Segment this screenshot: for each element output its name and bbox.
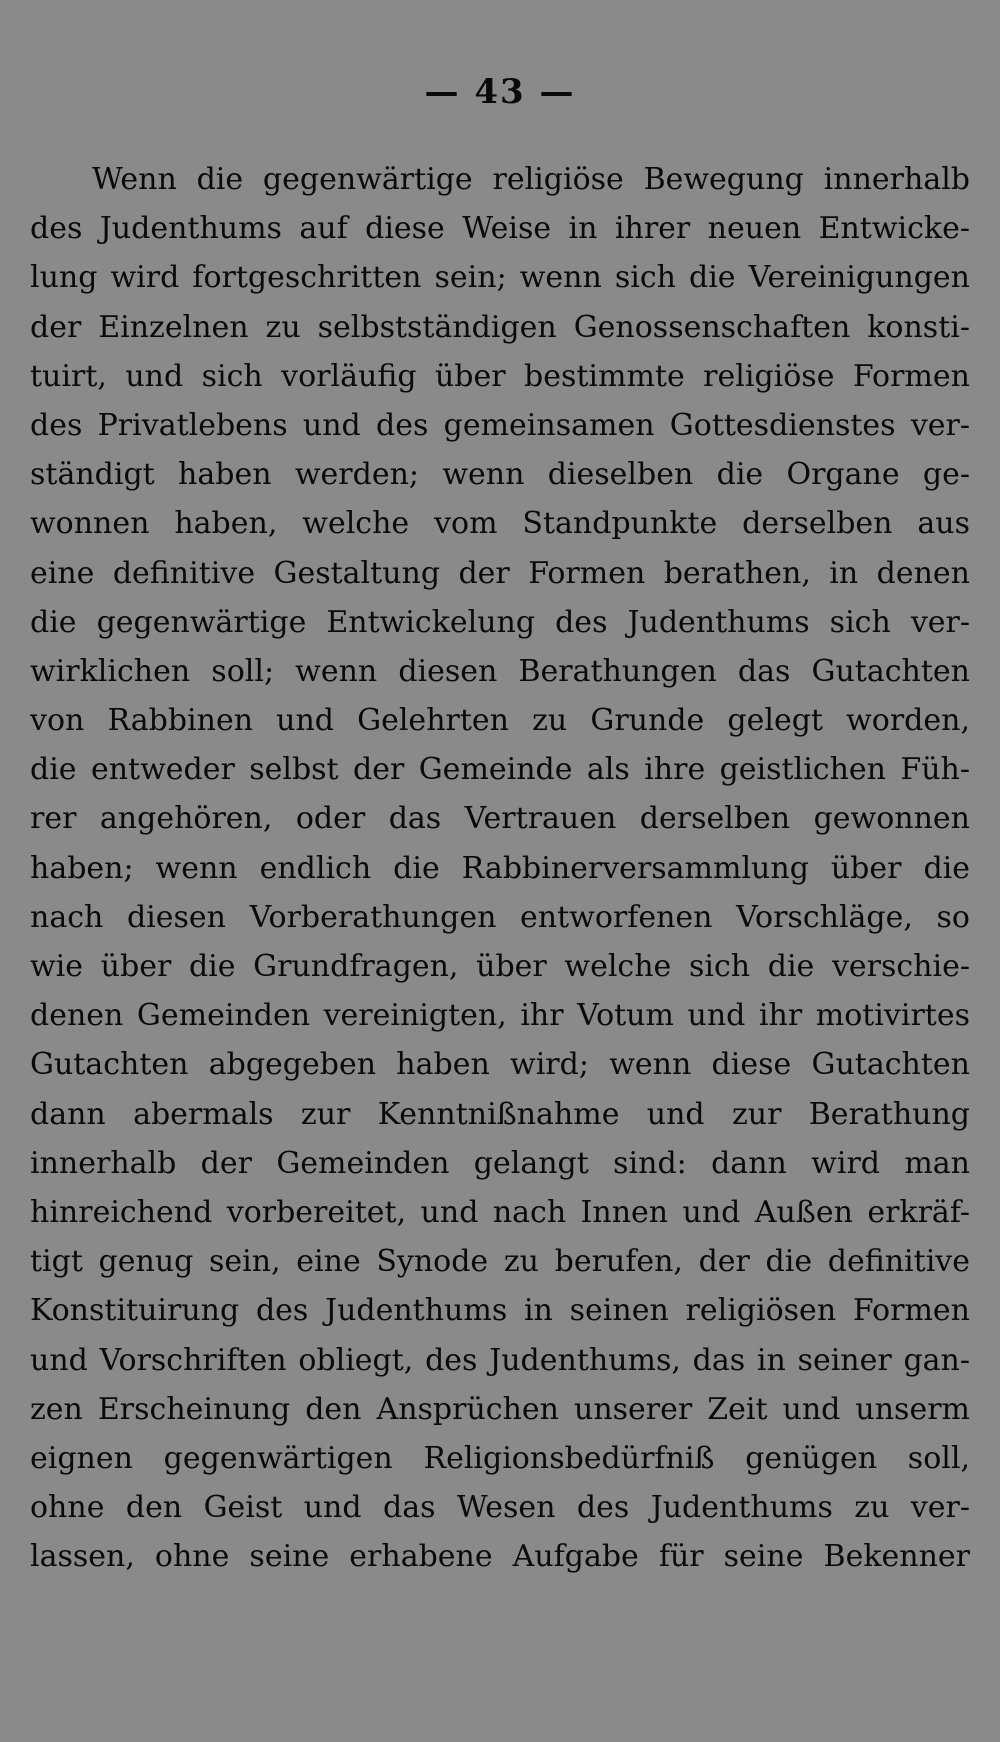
text-line: hinreichend vorbereitet, und nach Innen und Außen erkräf- [30, 1194, 970, 1230]
text-line: Gutachten abgegeben haben wird; wenn diese Gutachten [30, 1047, 970, 1083]
text-line: des Privatlebens und des gemeinsamen Gottesdienstes ver- [30, 407, 970, 443]
body-text [30, 155, 970, 1581]
text-line: haben; wenn endlich die Rabbinerversammlung über die [30, 850, 970, 886]
text-line: Konstituirung des Judenthums in seinen religiösen Formen [30, 1293, 970, 1329]
text-line: tuirt, und sich vorläufig über bestimmte religiöse Formen [30, 358, 970, 394]
text-line: rer angehören, oder das Vertrauen derselben gewonnen [30, 801, 970, 837]
text-line: von Rabbinen und Gelehrten zu Grunde gelegt worden, [30, 703, 970, 739]
text-line: die entweder selbst der Gemeinde als ihre geistlichen Füh- [30, 752, 970, 788]
text-line: und Vorschriften obliegt, des Judenthums, das in seiner gan- [30, 1342, 970, 1378]
text-line: wirklichen soll; wenn diesen Berathungen das Gutachten [30, 653, 970, 689]
text-line: eine definitive Gestaltung der Formen berathen, in denen [30, 555, 970, 591]
text-line: wonnen haben, welche vom Standpunkte derselben aus [30, 506, 970, 542]
text-line: ohne den Geist und das Wesen des Judenthums zu ver- [30, 1490, 970, 1526]
text-line: dann abermals zur Kenntnißnahme und zur Berathung [30, 1096, 970, 1132]
text-line: Wenn die gegenwärtige religiöse Bewegung innerhalb [92, 162, 970, 197]
text-line: der Einzelnen zu selbstständigen Genossenschaften konsti- [30, 309, 970, 345]
text-line: tigt genug sein, eine Synode zu berufen, der die definitive [30, 1244, 970, 1280]
text-line: lung wird fortgeschritten sein; wenn sich die Vereinigungen [30, 260, 970, 296]
text-line: innerhalb der Gemeinden gelangt sind: dann wird man [30, 1145, 970, 1181]
text-line: eignen gegenwärtigen Religionsbedürfniß genügen soll, [30, 1440, 970, 1476]
text-line: wie über die Grundfragen, über welche sich die verschie- [30, 949, 970, 984]
text-line: nach diesen Vorberathungen entworfenen Vorschläge, so [30, 899, 970, 935]
text-line: zen Erscheinung den Ansprüchen unserer Zeit und unserm [30, 1391, 970, 1427]
text-line: lassen, ohne seine erhabene Aufgabe für seine Bekenner [30, 1539, 970, 1575]
text-line: des Judenthums auf diese Weise in ihrer neuen Entwicke- [30, 211, 970, 247]
text-line: denen Gemeinden vereinigten, ihr Votum und ihr motivirtes [30, 998, 970, 1034]
text-line: ständigt haben werden; wenn dieselben die Organe ge- [30, 457, 970, 493]
text-line: die gegenwärtige Entwickelung des Judenthums sich ver- [30, 604, 970, 640]
page-number: — 43 — [424, 72, 576, 112]
